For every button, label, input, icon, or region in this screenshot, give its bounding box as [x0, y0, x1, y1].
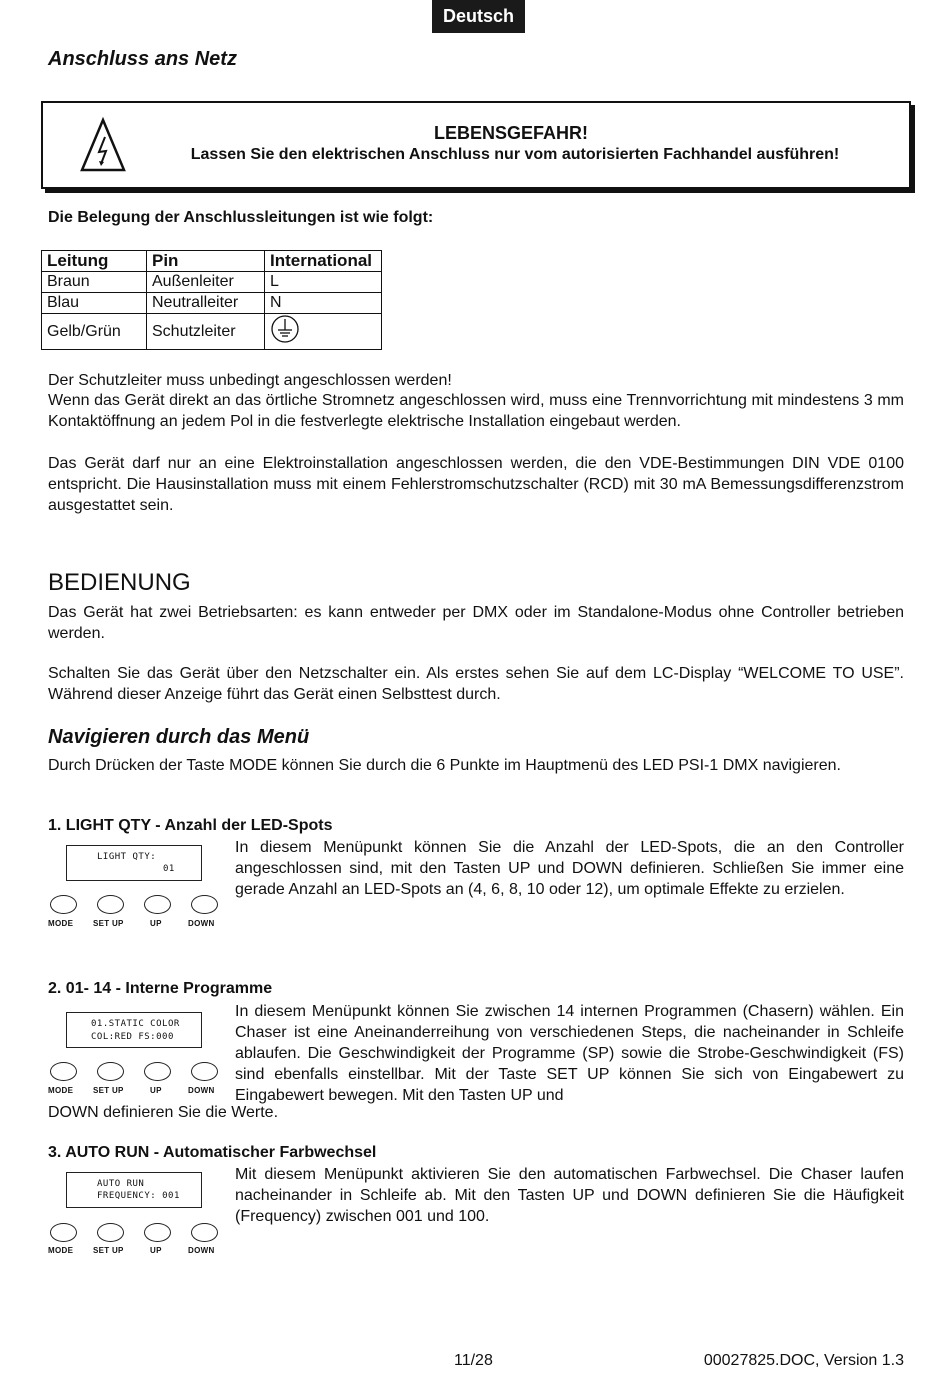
ground-icon [270, 314, 300, 344]
mode-button [50, 1062, 77, 1081]
down-button-label: DOWN [188, 919, 215, 928]
table-cell: Schutzleiter [147, 314, 265, 350]
table-header: Pin [147, 251, 265, 272]
lcd-line: COL:RED FS:000 [91, 1032, 174, 1042]
lcd-display [66, 845, 202, 881]
down-button-label: DOWN [188, 1086, 215, 1095]
menu-item-1-title: 1. LIGHT QTY - Anzahl der LED-Spots [48, 817, 333, 834]
table-cell: Außenleiter [147, 272, 265, 293]
up-button-label: UP [150, 919, 162, 928]
vde-paragraph: Das Gerät darf nur an eine Elektroinstallation angeschlossen werden, die den VDE-Bestimmungen DIN VDE 0100 entspricht. Die Hausinstallation muss mit einem Fehlerstromschutzschalter (RCD) mit 30 mA Bemessungsdifferenzstrom ausgestattet sein. [48, 455, 904, 514]
menu-item-1-text: In diesem Menüpunkt können Sie die Anzahl der LED-Spots, die an den Controller angeschlossen sind, mit den Tasten UP und DOWN definieren. Schließen Sie immer eine gerade Anzahl an LED-Spots an (4, 6, 8, 10 oder 12), um optimale Effekte zu erzielen. [235, 839, 904, 898]
table-row [42, 314, 382, 350]
setup-button-label: SET UP [93, 919, 124, 928]
lcd-display [66, 1012, 202, 1048]
disconnect-device-paragraph: Wenn das Gerät direkt an das örtliche Stromnetz angeschlossen wird, muss eine Trennvorrichtung mit mindestens 3 mm Kontaktöffnung an jedem Pol in die festverlegte elektrische Installation eingebaut werden. [48, 392, 904, 430]
up-button-label: UP [150, 1246, 162, 1255]
section-title-power: Anschluss ans Netz [48, 48, 237, 70]
setup-button-label: SET UP [93, 1086, 124, 1095]
warning-box [41, 101, 911, 189]
lcd-display [66, 1172, 202, 1208]
table-cell: L [265, 272, 382, 293]
operation-modes-paragraph: Das Gerät hat zwei Betriebsarten: es kann entweder per DMX oder im Standalone-Modus ohne Controller betrieben werden. [48, 604, 904, 642]
setup-button-label: SET UP [93, 1246, 124, 1255]
up-button [144, 1062, 171, 1081]
wiring-intro: Die Belegung der Anschlussleitungen ist wie folgt: [48, 209, 434, 226]
up-button-label: UP [150, 1086, 162, 1095]
power-on-paragraph: Schalten Sie das Gerät über den Netzschalter ein. Als erstes sehen Sie auf dem LC-Display “WELCOME TO USE”. Während dieser Anzeige führt das Gerät einen Selbsttest durch. [48, 665, 904, 703]
down-button-label: DOWN [188, 1246, 215, 1255]
table-cell: Neutralleiter [147, 293, 265, 314]
language-badge: Deutsch [432, 0, 525, 33]
table-cell [265, 314, 382, 350]
mode-button-label: MODE [48, 1246, 74, 1255]
table-header-row [42, 251, 382, 272]
up-button [144, 895, 171, 914]
lcd-line: LIGHT QTY: [97, 852, 157, 862]
setup-button [97, 895, 124, 914]
protective-conductor-note: Der Schutzleiter muss unbedingt angeschlossen werden! [48, 372, 452, 389]
table-cell: Blau [42, 293, 147, 314]
menu-item-2-title: 2. 01- 14 - Interne Programme [48, 980, 273, 997]
menu-item-3-text: Mit diesem Menüpunkt aktivieren Sie den automatischen Farbwechsel. Die Chaser laufen nacheinander in Schleife ab. Mit den Tasten UP und DOWN definieren Sie die Häufigkeit (Frequency) zwischen 001 und 100. [235, 1166, 904, 1225]
menu-item-2-text: In diesem Menüpunkt können Sie zwischen 14 internen Programmen (Chasern) wählen. Ein Chaser ist eine Aneinanderreihung von verschiedenen Steps, die nacheinander in Schleife ablaufen. Die Geschwindigkeit der Programme (SP) sowie die Strobe-Geschwindigkeit (FS) sind ebenfalls einstellbar. Mit der Taste SET UP können Sie sich von Eingabewert zu Eingabewert bewegen. Mit den Tasten UP und [235, 1003, 904, 1104]
down-button [191, 1062, 218, 1081]
lcd-line: 01.STATIC COLOR [91, 1019, 180, 1029]
table-cell: N [265, 293, 382, 314]
table-row [42, 272, 382, 293]
nav-text: Durch Drücken der Taste MODE können Sie durch die 6 Punkte im Hauptmenü des LED PSI-1 DMX navigieren. [48, 757, 841, 774]
up-button [144, 1223, 171, 1242]
mode-button [50, 1223, 77, 1242]
menu-item-2-text-continued: DOWN definieren Sie die Werte. [48, 1104, 279, 1121]
warning-title: LEBENSGEFAHR! [433, 123, 588, 143]
setup-button [97, 1223, 124, 1242]
section-title-operation: BEDIENUNG [48, 569, 191, 596]
lcd-line: 01 [163, 864, 175, 874]
table-row [42, 293, 382, 314]
page-number: 11/28 [454, 1352, 493, 1369]
table-cell: Gelb/Grün [42, 314, 147, 350]
warning-text: Lassen Sie den elektrischen Anschluss nur vom autorisierten Fachhandel ausführen! [190, 146, 840, 163]
setup-button [97, 1062, 124, 1081]
mode-button [50, 895, 77, 914]
lcd-line: AUTO RUN [97, 1179, 145, 1189]
document-version: 00027825.DOC, Version 1.3 [703, 1352, 904, 1369]
table-header: Leitung [42, 251, 147, 272]
wiring-table [41, 250, 382, 350]
mode-button-label: MODE [48, 919, 74, 928]
down-button [191, 895, 218, 914]
menu-item-3-title: 3. AUTO RUN - Automatischer Farbwechsel [48, 1144, 377, 1161]
table-header: International [265, 251, 382, 272]
lcd-line: FREQUENCY: 001 [97, 1191, 180, 1201]
nav-title: Navigieren durch das Menü [48, 726, 310, 748]
table-cell: Braun [42, 272, 147, 293]
mode-button-label: MODE [48, 1086, 74, 1095]
down-button [191, 1223, 218, 1242]
